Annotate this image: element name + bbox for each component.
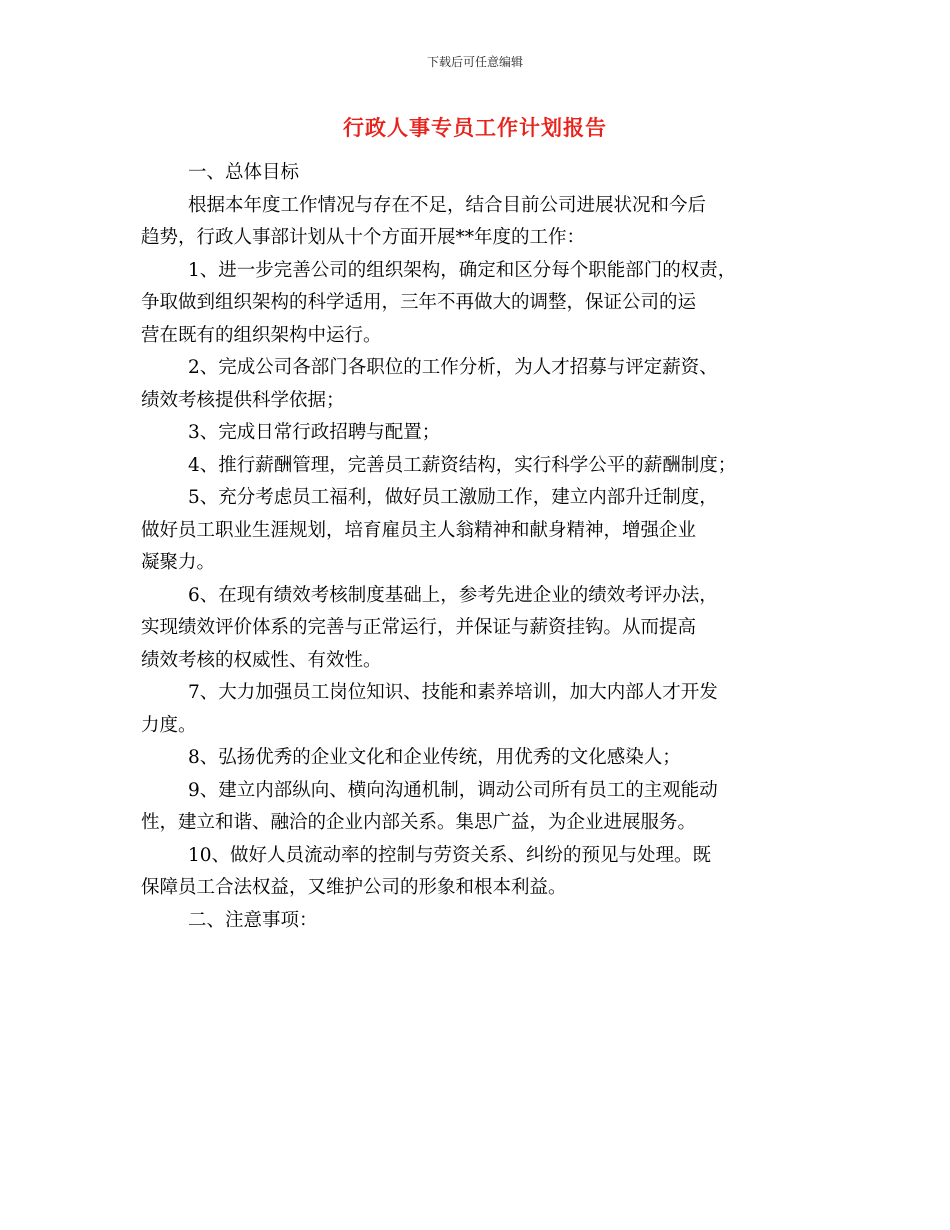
intro-paragraph xyxy=(141,190,821,255)
paragraph-line: 3、完成日常行政招聘与配置； xyxy=(188,422,441,443)
item-3-paragraph xyxy=(141,417,821,450)
paragraph-line: 性，建立和谐、融洽的企业内部关系。集思广益，为企业进展服务。 xyxy=(141,812,697,833)
section-heading-2 xyxy=(141,905,821,938)
paragraph-line: 9、建立内部纵向、横向沟通机制，调动公司所有员工的主观能动 xyxy=(188,779,718,801)
paragraph-line: 5、充分考虑员工福利，做好员工激励工作，建立内部升迁制度， xyxy=(188,487,718,508)
paragraph-line: 8、弘扬优秀的企业文化和企业传统，用优秀的文化感染人； xyxy=(188,747,681,768)
item-10-paragraph xyxy=(141,840,821,905)
paragraph-line: 力度。 xyxy=(141,714,197,736)
item-9-paragraph xyxy=(141,775,821,840)
paragraph-line: 2、完成公司各部门各职位的工作分析，为人才招募与评定薪资、 xyxy=(188,357,718,378)
paragraph-line: 4、推行薪酬管理，完善员工薪资结构，实行科学公平的薪酬制度； xyxy=(188,454,737,476)
paragraph-line: 绩效考核提供科学依据； xyxy=(141,389,345,411)
item-7-paragraph xyxy=(141,677,821,742)
item-2-paragraph xyxy=(141,352,821,417)
paragraph-line: 6、在现有绩效考核制度基础上，参考先进企业的绩效考评办法， xyxy=(188,584,718,606)
paragraph-line: 保障员工合法权益，又维护公司的形象和根本利益。 xyxy=(141,877,567,898)
item-1-paragraph xyxy=(141,255,821,353)
heading-line: 二、注意事项： xyxy=(188,909,318,931)
paragraph-line: 10、做好人员流动率的控制与劳资关系、纠纷的预见与处理。既 xyxy=(188,844,712,866)
paragraph-line: 根据本年度工作情况与存在不足，结合目前公司进展状况和今后 xyxy=(188,194,707,216)
paragraph-line: 1、进一步完善公司的组织架构，确定和区分每个职能部门的权责， xyxy=(188,259,737,281)
paragraph-line: 营在既有的组织架构中运行。 xyxy=(141,324,382,346)
paragraph-line: 绩效考核的权威性、有效性。 xyxy=(141,649,382,671)
item-4-paragraph xyxy=(141,450,821,483)
document-body xyxy=(141,157,821,937)
paragraph-line: 做好员工职业生涯规划，培育雇员主人翁精神和献身精神，增强企业 xyxy=(141,519,697,541)
paragraph-line: 实现绩效评价体系的完善与正常运行，并保证与薪资挂钩。从而提高 xyxy=(141,617,697,638)
paragraph-line: 7、大力加强员工岗位知识、技能和素养培训，加大内部人才开发 xyxy=(188,682,718,703)
item-6-paragraph xyxy=(141,580,821,678)
paragraph-line: 凝聚力。 xyxy=(141,552,216,573)
item-8-paragraph xyxy=(141,742,821,775)
paragraph-line: 趋势，行政人事部计划从十个方面开展**年度的工作： xyxy=(141,227,586,248)
item-5-paragraph xyxy=(141,482,821,580)
document-title: 行政人事专员工作计划报告 xyxy=(343,115,607,140)
section-heading-1 xyxy=(141,157,821,190)
page-header-note: 下载后可任意编辑 xyxy=(426,55,523,69)
heading-line: 一、总体目标 xyxy=(188,162,300,183)
paragraph-line: 争取做到组织架构的科学适用，三年不再做大的调整，保证公司的运 xyxy=(141,292,697,313)
